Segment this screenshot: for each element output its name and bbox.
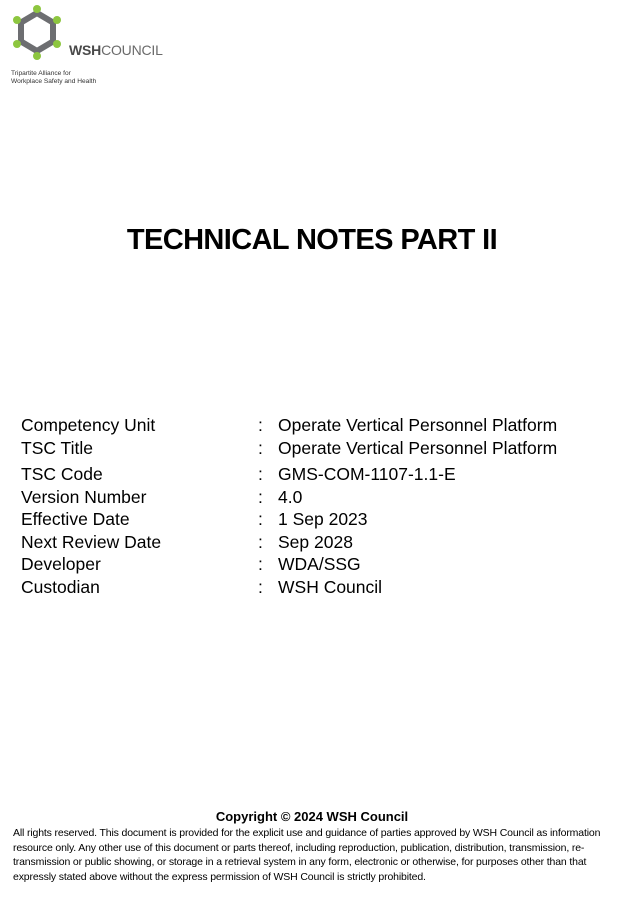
- detail-row: [21, 508, 601, 531]
- detail-separator: :: [258, 464, 263, 484]
- detail-value: WDA/SSG: [278, 554, 361, 574]
- detail-label: Version Number: [21, 486, 147, 507]
- detail-separator: :: [258, 576, 263, 597]
- detail-row: [21, 463, 601, 486]
- detail-separator: :: [258, 415, 263, 435]
- detail-separator: :: [258, 554, 263, 574]
- detail-label: TSC Code: [21, 464, 103, 484]
- logo-wordmark: WSHCOUNCIL: [69, 42, 163, 58]
- detail-row: [21, 486, 601, 509]
- detail-row: [21, 553, 601, 576]
- detail-label: Competency Unit: [21, 415, 156, 435]
- detail-label: Effective Date: [21, 509, 130, 529]
- detail-value: Operate Vertical Personnel Platform: [278, 437, 558, 458]
- detail-value: 1 Sep 2023: [278, 509, 368, 529]
- logo-emblem-icon: [10, 4, 66, 66]
- detail-value: GMS-COM-1107-1.1-E: [278, 464, 456, 484]
- detail-label: Developer: [21, 554, 101, 574]
- detail-label: Next Review Date: [21, 531, 162, 552]
- wsh-council-logo: [10, 4, 170, 88]
- detail-separator: :: [258, 486, 263, 507]
- document-details: [21, 414, 601, 598]
- document-title: TECHNICAL NOTES PART II: [126, 224, 498, 256]
- detail-separator: :: [258, 437, 263, 458]
- detail-separator: :: [258, 531, 263, 552]
- detail-value: Operate Vertical Personnel Platform: [278, 415, 558, 435]
- detail-label: TSC Title: [21, 437, 93, 458]
- detail-row: [21, 414, 601, 437]
- copyright-notice: All rights reserved. This document is provided for the explicit use and guidance of parties approved by WSH Council as information resource only. Any other use of this document or parts thereof, including reproduction, publication, distribution, transmission, re-transmission or public showing, or storage in a retrieval system in any form, electronic or otherwise, for purposes other than that expressly stated above without the express permission of WSH Council is strictly prohibited.: [13, 827, 601, 883]
- logo-tagline: Tripartite Alliance for Workplace Safety and Health: [11, 70, 97, 85]
- detail-separator: :: [258, 509, 263, 529]
- detail-row: [21, 531, 601, 554]
- detail-label: Custodian: [21, 576, 100, 597]
- detail-value: Sep 2028: [278, 531, 353, 552]
- detail-row: [21, 576, 601, 599]
- detail-row: [21, 437, 601, 460]
- copyright-heading: Copyright © 2024 WSH Council: [215, 809, 409, 824]
- detail-value: WSH Council: [278, 576, 383, 597]
- detail-value: 4.0: [278, 486, 303, 507]
